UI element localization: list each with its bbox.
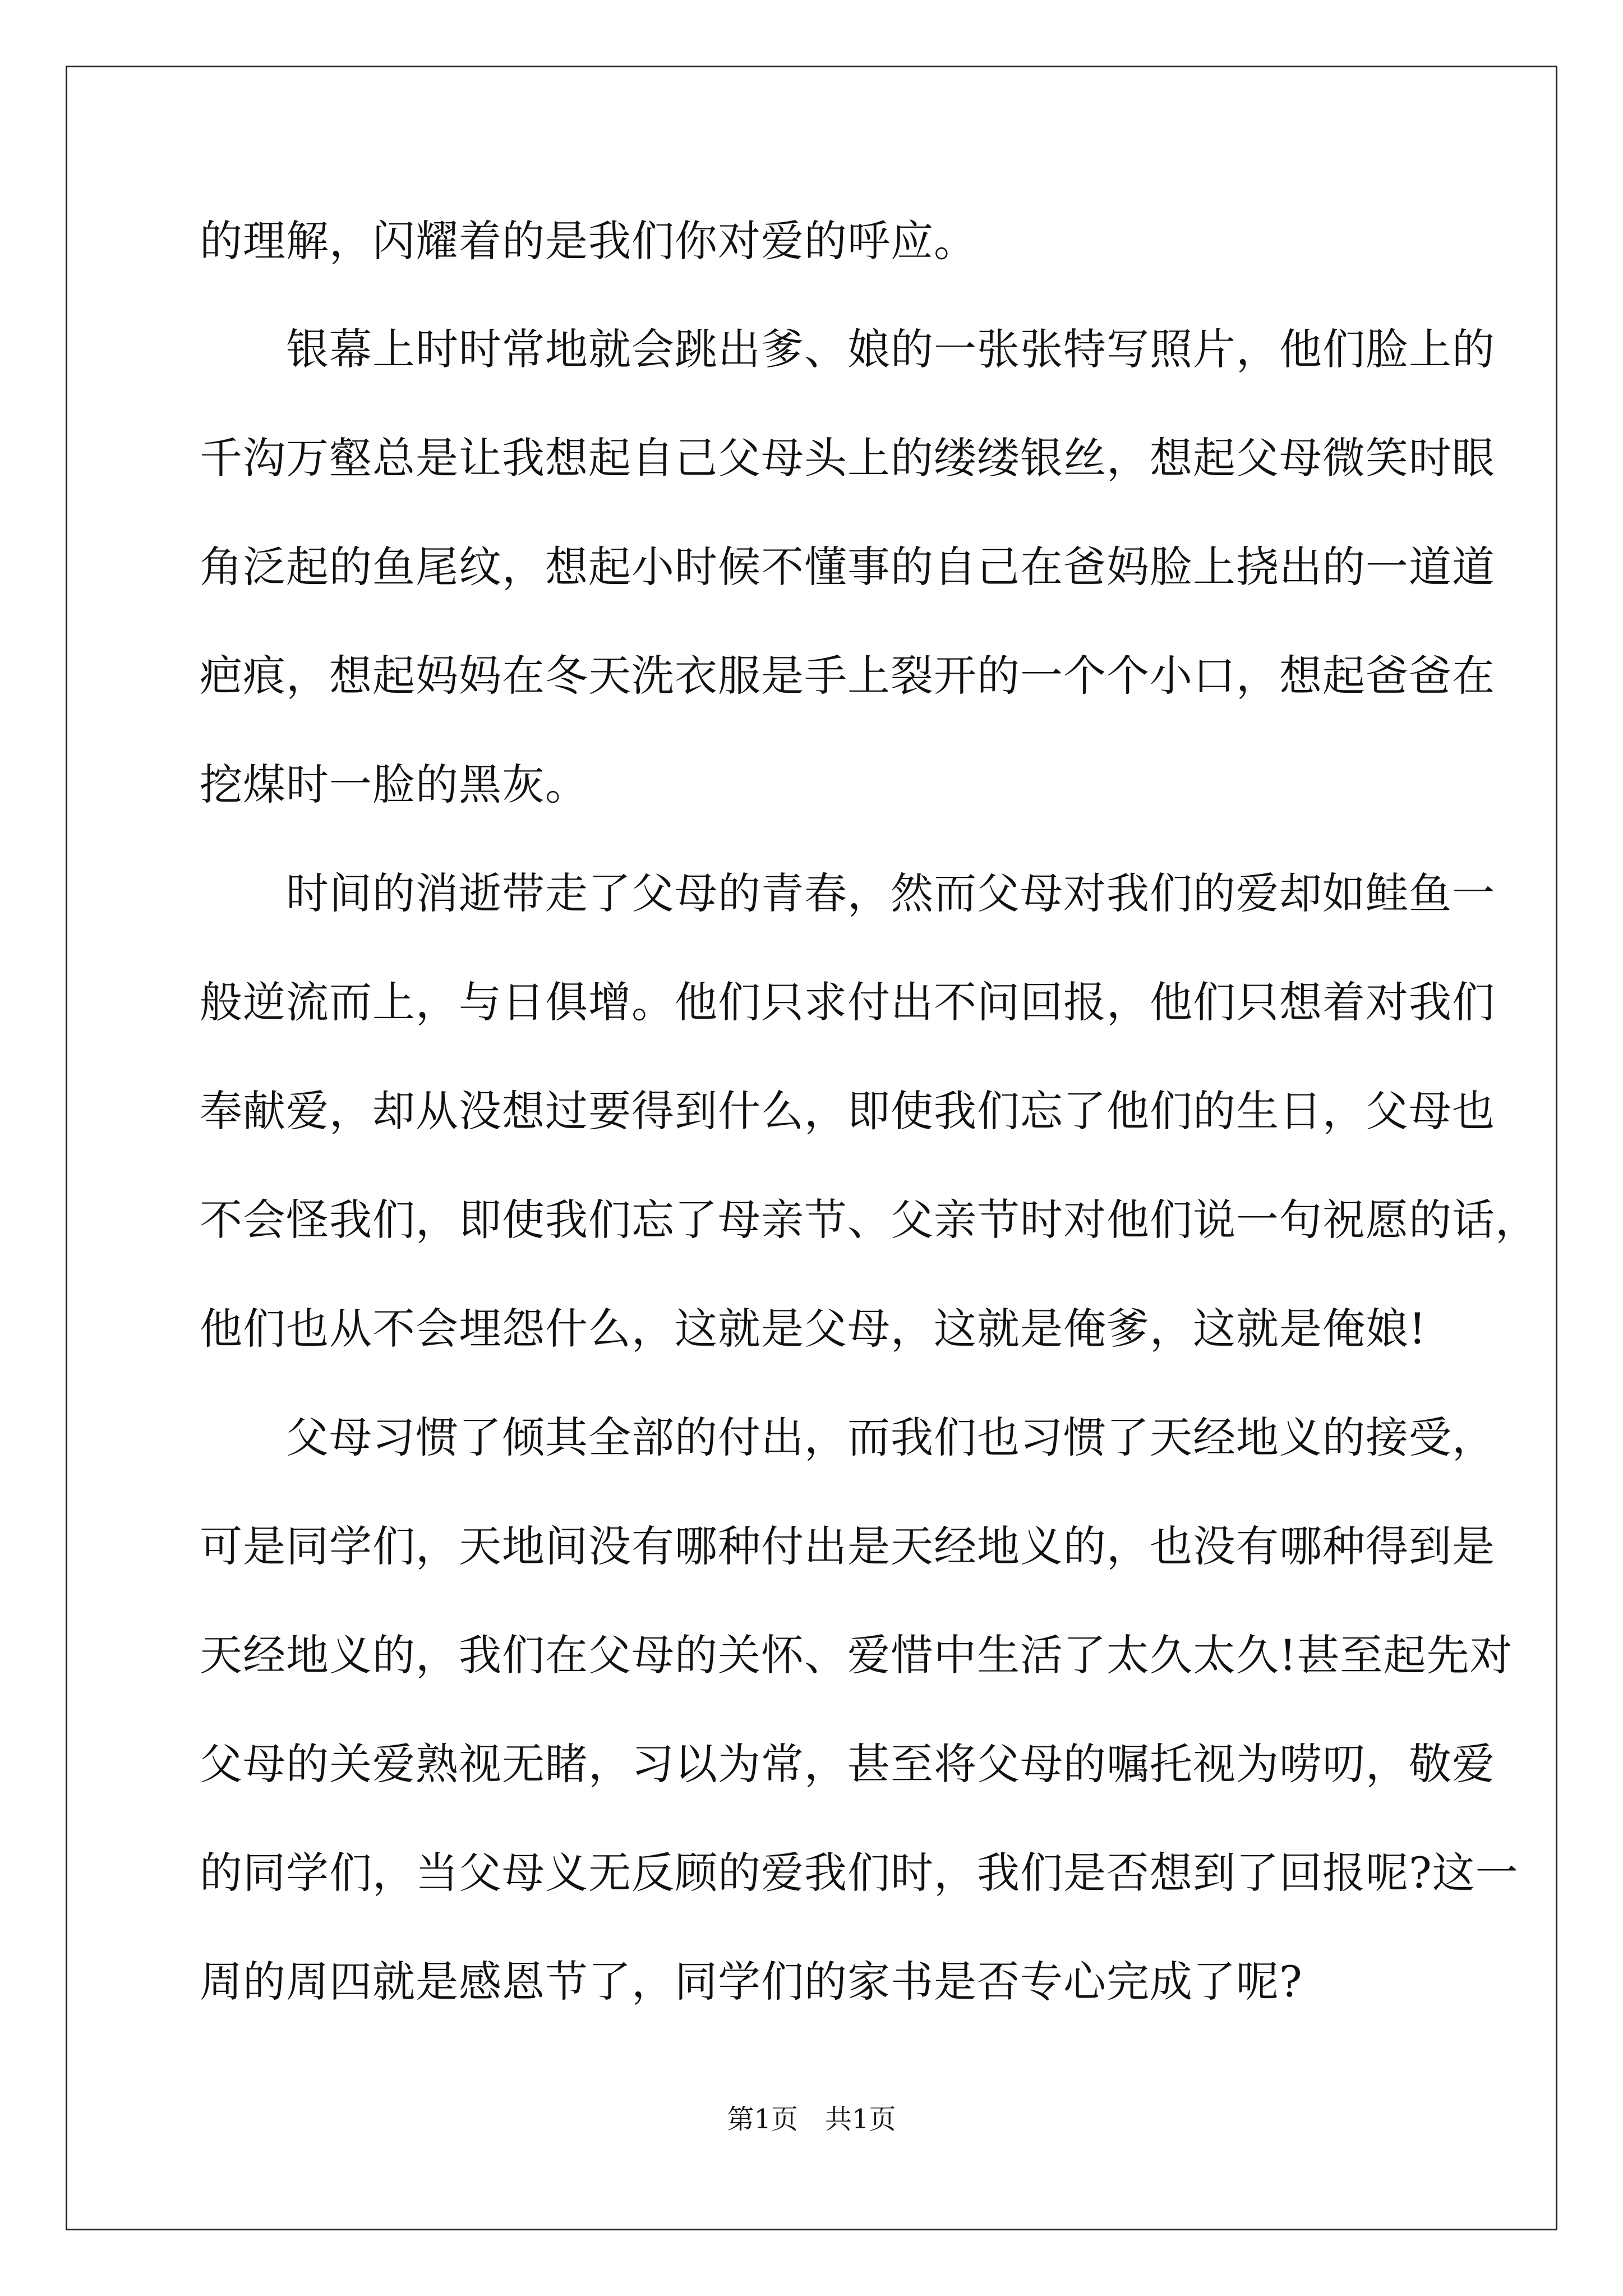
text-line: 挖煤时一脸的黑灰。 [200, 760, 588, 809]
text-line: 可是同学们，天地间没有哪种付出是天经地义的，也没有哪种得到是 [200, 1521, 1495, 1571]
page-border [66, 66, 1557, 2230]
text-line: 千沟万壑总是让我想起自己父母头上的缕缕银丝，想起父母微笑时眼 [200, 433, 1495, 483]
text-line: 父母的关爱熟视无睹，习以为常，甚至将父母的嘱托视为唠叨，敬爱 [200, 1739, 1495, 1789]
text-line: 银幕上时时常地就会跳出爹、娘的一张张特写照片，他们脸上的 [200, 324, 1495, 374]
text-line: 般逆流而上，与日俱增。他们只求付出不问回报，他们只想着对我们 [200, 977, 1495, 1027]
page-number: 第1页 共1页 [727, 2104, 896, 2135]
text-line: 他们也从不会埋怨什么，这就是父母，这就是俺爹，这就是俺娘! [200, 1304, 1427, 1354]
text-line: 时间的消逝带走了父母的青春，然而父母对我们的爱却如鲑鱼一 [200, 868, 1495, 918]
text-line: 不会怪我们，即使我们忘了母亲节、父亲节时对他们说一句祝愿的话， [200, 1195, 1538, 1245]
text-line: 角泛起的鱼尾纹，想起小时候不懂事的自己在爸妈脸上挠出的一道道 [200, 542, 1495, 592]
text-line: 的同学们，当父母义无反顾的爱我们时，我们是否想到了回报呢?这一 [200, 1848, 1519, 1898]
text-line: 奉献爱，却从没想过要得到什么，即使我们忘了他们的生日，父母也 [200, 1086, 1495, 1136]
text-line: 周的周四就是感恩节了，同学们的家书是否专心完成了呢? [200, 1957, 1303, 2007]
text-line: 的理解，闪耀着的是我们你对爱的呼应。 [200, 216, 977, 266]
text-line: 父母习惯了倾其全部的付出，而我们也习惯了天经地义的接受， [200, 1412, 1495, 1462]
text-line: 天经地义的，我们在父母的关怀、爱惜中生活了太久太久!甚至起先对 [200, 1630, 1513, 1680]
text-line: 疤痕，想起妈妈在冬天洗衣服是手上裂开的一个个小口，想起爸爸在 [200, 651, 1495, 701]
